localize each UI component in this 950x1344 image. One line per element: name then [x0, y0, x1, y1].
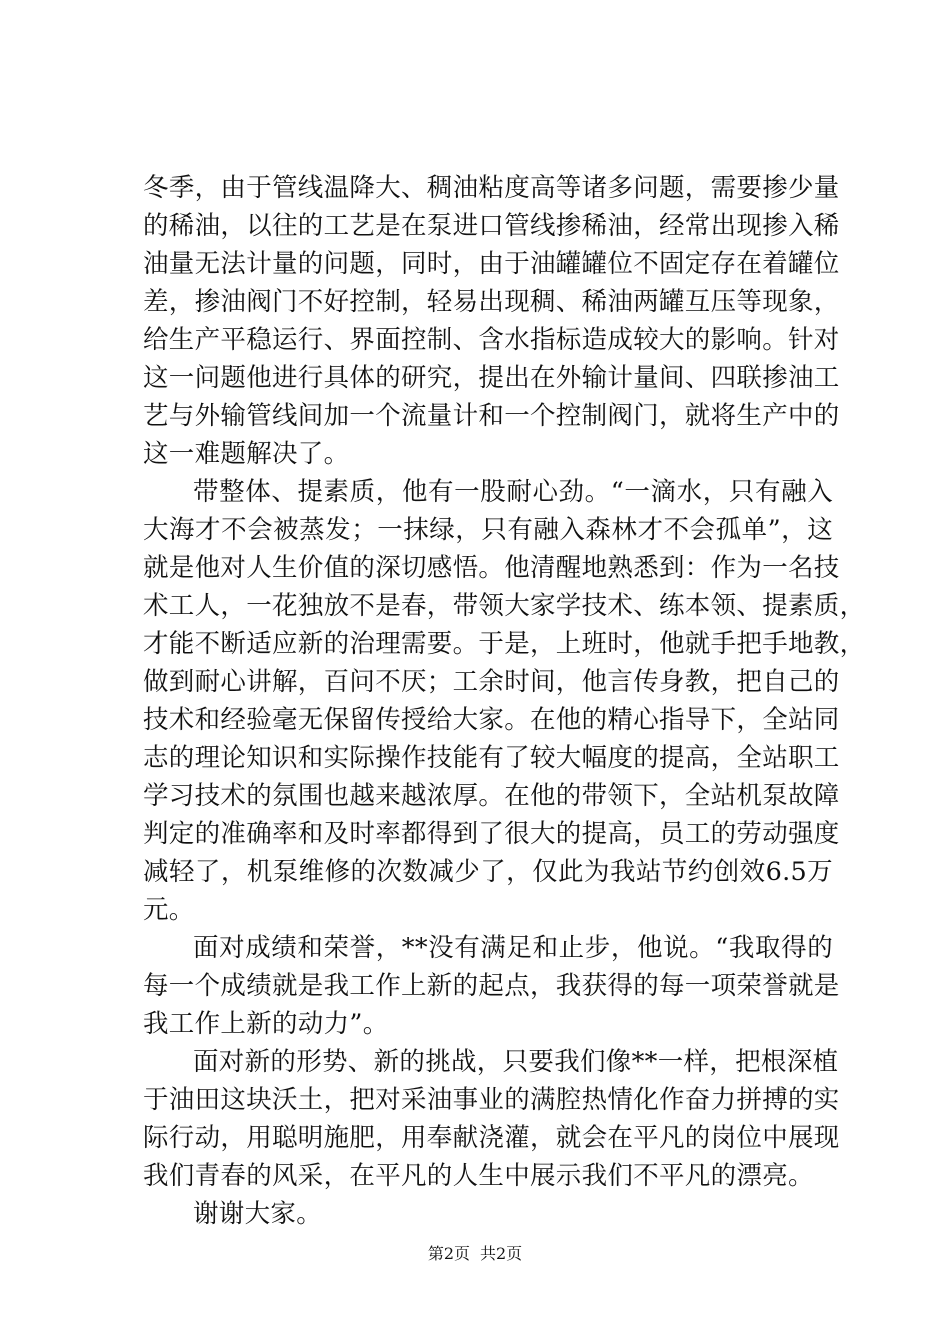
text-line: 这一难题解决了。 [143, 439, 350, 469]
text-line: 艺与外输管线间加一个流量计和一个控制阀门，就将生产中的 [143, 401, 840, 431]
paragraph [143, 929, 840, 1043]
text-line: 判定的准确率和及时率都得到了很大的提高，员工的劳动强度 [143, 819, 840, 849]
text-line: 学习技术的氛围也越来越浓厚。在他的带领下，全站机泵故障 [143, 781, 840, 811]
text-line: 我们青春的风采，在平凡的人生中展示我们不平凡的漂亮。 [143, 1161, 814, 1191]
text-line: 志的理论知识和实际操作技能有了较大幅度的提高，全站职工 [143, 743, 840, 773]
text-line: 我工作上新的动力”。 [143, 1009, 389, 1039]
text-line: 面对新的形势、新的挑战，只要我们像**一样，把根深植 [193, 1047, 839, 1077]
text-line: 油量无法计量的问题，同时，由于油罐罐位不固定存在着罐位 [143, 249, 840, 279]
text-line: 这一问题他进行具体的研究，提出在外输计量间、四联掺油工 [143, 363, 840, 393]
paragraph [143, 473, 866, 929]
paragraph [143, 1043, 840, 1195]
text-line: 于油田这块沃土，把对采油事业的满腔热情化作奋力拼搏的实 [143, 1085, 840, 1115]
paragraph [143, 169, 840, 473]
text-line: 做到耐心讲解，百问不厌；工余时间，他言传身教，把自己的 [143, 667, 840, 697]
document-body [143, 169, 866, 1233]
paragraph [143, 1195, 833, 1233]
text-line: 冬季，由于管线温降大、稠油粘度高等诸多问题，需要掺少量 [143, 173, 840, 203]
text-line: 每一个成绩就是我工作上新的起点，我获得的每一项荣誉就是 [143, 971, 840, 1001]
text-line: 谢谢大家。 [193, 1199, 323, 1229]
text-line: 面对成绩和荣誉，**没有满足和止步，他说。“我取得的 [193, 933, 833, 963]
text-line: 差，掺油阀门不好控制，轻易出现稠、稀油两罐互压等现象， [143, 287, 840, 317]
text-line: 技术和经验毫无保留传授给大家。在他的精心指导下，全站同 [143, 705, 840, 735]
text-line: 术工人，一花独放不是春，带领大家学技术、练本领、提素质， [143, 591, 866, 621]
text-line: 才能不断适应新的治理需要。于是，上班时，他就手把手地教， [143, 629, 866, 659]
page-footer [0, 1243, 950, 1265]
text-line: 的稀油，以往的工艺是在泵进口管线掺稀油，经常出现掺入稀 [143, 211, 840, 241]
text-line: 给生产平稳运行、界面控制、含水指标造成较大的影响。针对 [143, 325, 840, 355]
page-total: 共2页 [480, 1244, 523, 1263]
text-line: 带整体、提素质，他有一股耐心劲。“一滴水，只有融入 [193, 477, 833, 507]
text-line: 减轻了，机泵维修的次数减少了，仅此为我站节约创效6.5万 [143, 857, 833, 887]
text-line: 际行动，用聪明施肥，用奉献浇灌，就会在平凡的岗位中展现 [143, 1123, 840, 1153]
text-line: 就是他对人生价值的深切感悟。他清醒地熟悉到：作为一名技 [143, 553, 840, 583]
page-number: 第2页 [427, 1244, 470, 1263]
text-line: 元。 [143, 895, 195, 925]
text-line: 大海才不会被蒸发；一抹绿，只有融入森林才不会孤单”，这 [143, 515, 833, 545]
